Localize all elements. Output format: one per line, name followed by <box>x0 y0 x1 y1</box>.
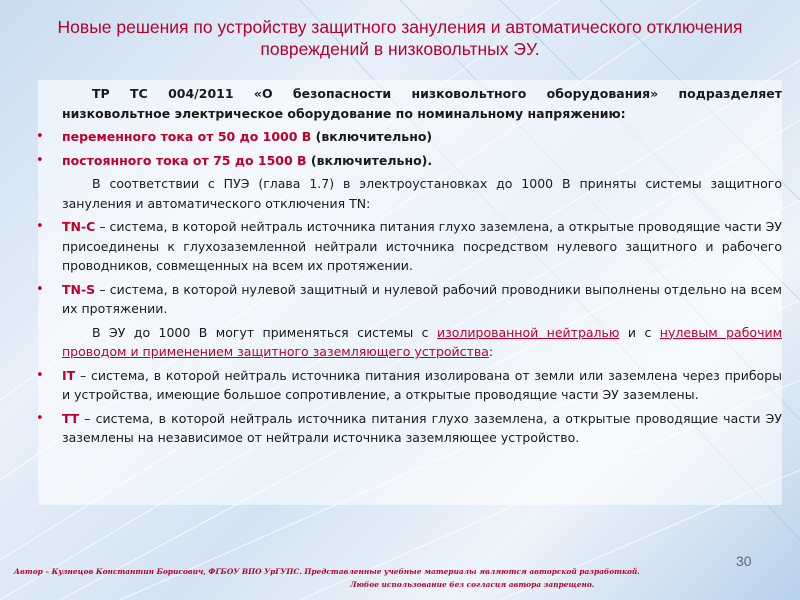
def-tn-c: – система, в которой нейтраль источника питания глухо заземлена, а открытые проводящие части ЭУ присоединены к глухозаземленной нейтрали источника посредством нулевого защитного и рабочего проводников, совмещенных на всем их протяжении. <box>62 219 782 273</box>
list-item <box>36 409 782 448</box>
bullet-icon: • <box>36 281 44 297</box>
list-item <box>36 127 782 147</box>
bullet-icon: • <box>36 129 44 144</box>
list-item <box>36 280 782 319</box>
link-isolated-neutral[interactable]: изолированной нейтралью <box>436 324 620 340</box>
link-neutral-wire-grounding[interactable]: нулевым рабочим проводом и применением защитного заземляющего устройства <box>62 324 783 359</box>
footer-rights-line: Любое использование без согласия автора запрещено. <box>350 580 595 589</box>
systems-part1: В ЭУ до 1000 В могут применяться системы с <box>92 324 437 340</box>
list-item <box>36 151 782 171</box>
slide-number: 30 <box>736 553 752 569</box>
bullet-icon: • <box>36 152 44 168</box>
def-tt: – система, в которой нейтраль источника питания глухо заземлена, а открытые проводящие части ЭУ заземлены на независимое от нейтрали источника заземляющее устройство. <box>62 410 782 445</box>
systems-part2: и с <box>619 324 660 340</box>
pue-paragraph: В соответствии с ПУЭ (глава 1.7) в электроустановках до 1000 В приняты системы защитного зануления и автоматического отключения TN: <box>62 176 782 211</box>
term-tn-s: TN-S <box>62 281 96 297</box>
voltage-ac-note: (включительно) <box>311 129 433 144</box>
def-it: – система, в которой нейтраль источника питания изолирована от земли или заземлена через приборы и устройства, имеющие большое сопротивление, а открытые проводящие части ЭУ заземлены. <box>62 367 782 402</box>
systems-paragraph <box>62 323 782 362</box>
bullet-icon: • <box>36 367 44 383</box>
bullet-icon: • <box>36 410 44 426</box>
voltage-dc: постоянного тока от 75 до 1500 В <box>62 152 307 168</box>
slide-body <box>36 84 783 452</box>
footer-author: Автор – Кузнецов Константин Борисович, ФГБОУ ВПО УрГУПС. <box>14 567 302 576</box>
systems-part3: : <box>488 344 494 359</box>
slide-title: Новые решения по устройству защитного зануления и автоматического отключения повреждений в низковольтных ЭУ. <box>57 17 743 59</box>
bullet-icon: • <box>36 219 44 234</box>
term-tn-c: TN-С <box>62 219 96 234</box>
intro-rest: подразделяет низковольтное электрическое оборудование по номинальному напряжению: <box>62 86 782 121</box>
voltage-dc-note: (включительно). <box>306 152 433 168</box>
footer-rights: Представленные учебные материалы являются авторской разработкой. <box>301 567 640 576</box>
intro-paragraph <box>62 84 782 123</box>
list-item <box>36 366 782 405</box>
term-tt: ТТ <box>62 410 80 426</box>
def-tn-s: – система, в которой нулевой защитный и нулевой рабочий проводники выполнены отдельно на всем их протяжении. <box>62 281 782 316</box>
list-item <box>36 217 782 276</box>
intro-lead: ТР ТС 004/2011 «О безопасности низковольтного оборудования» <box>92 86 659 101</box>
footer-author-line <box>14 566 734 577</box>
term-it: IT <box>62 367 76 383</box>
voltage-ac: переменного тока от 50 до 1000 В <box>62 129 312 144</box>
